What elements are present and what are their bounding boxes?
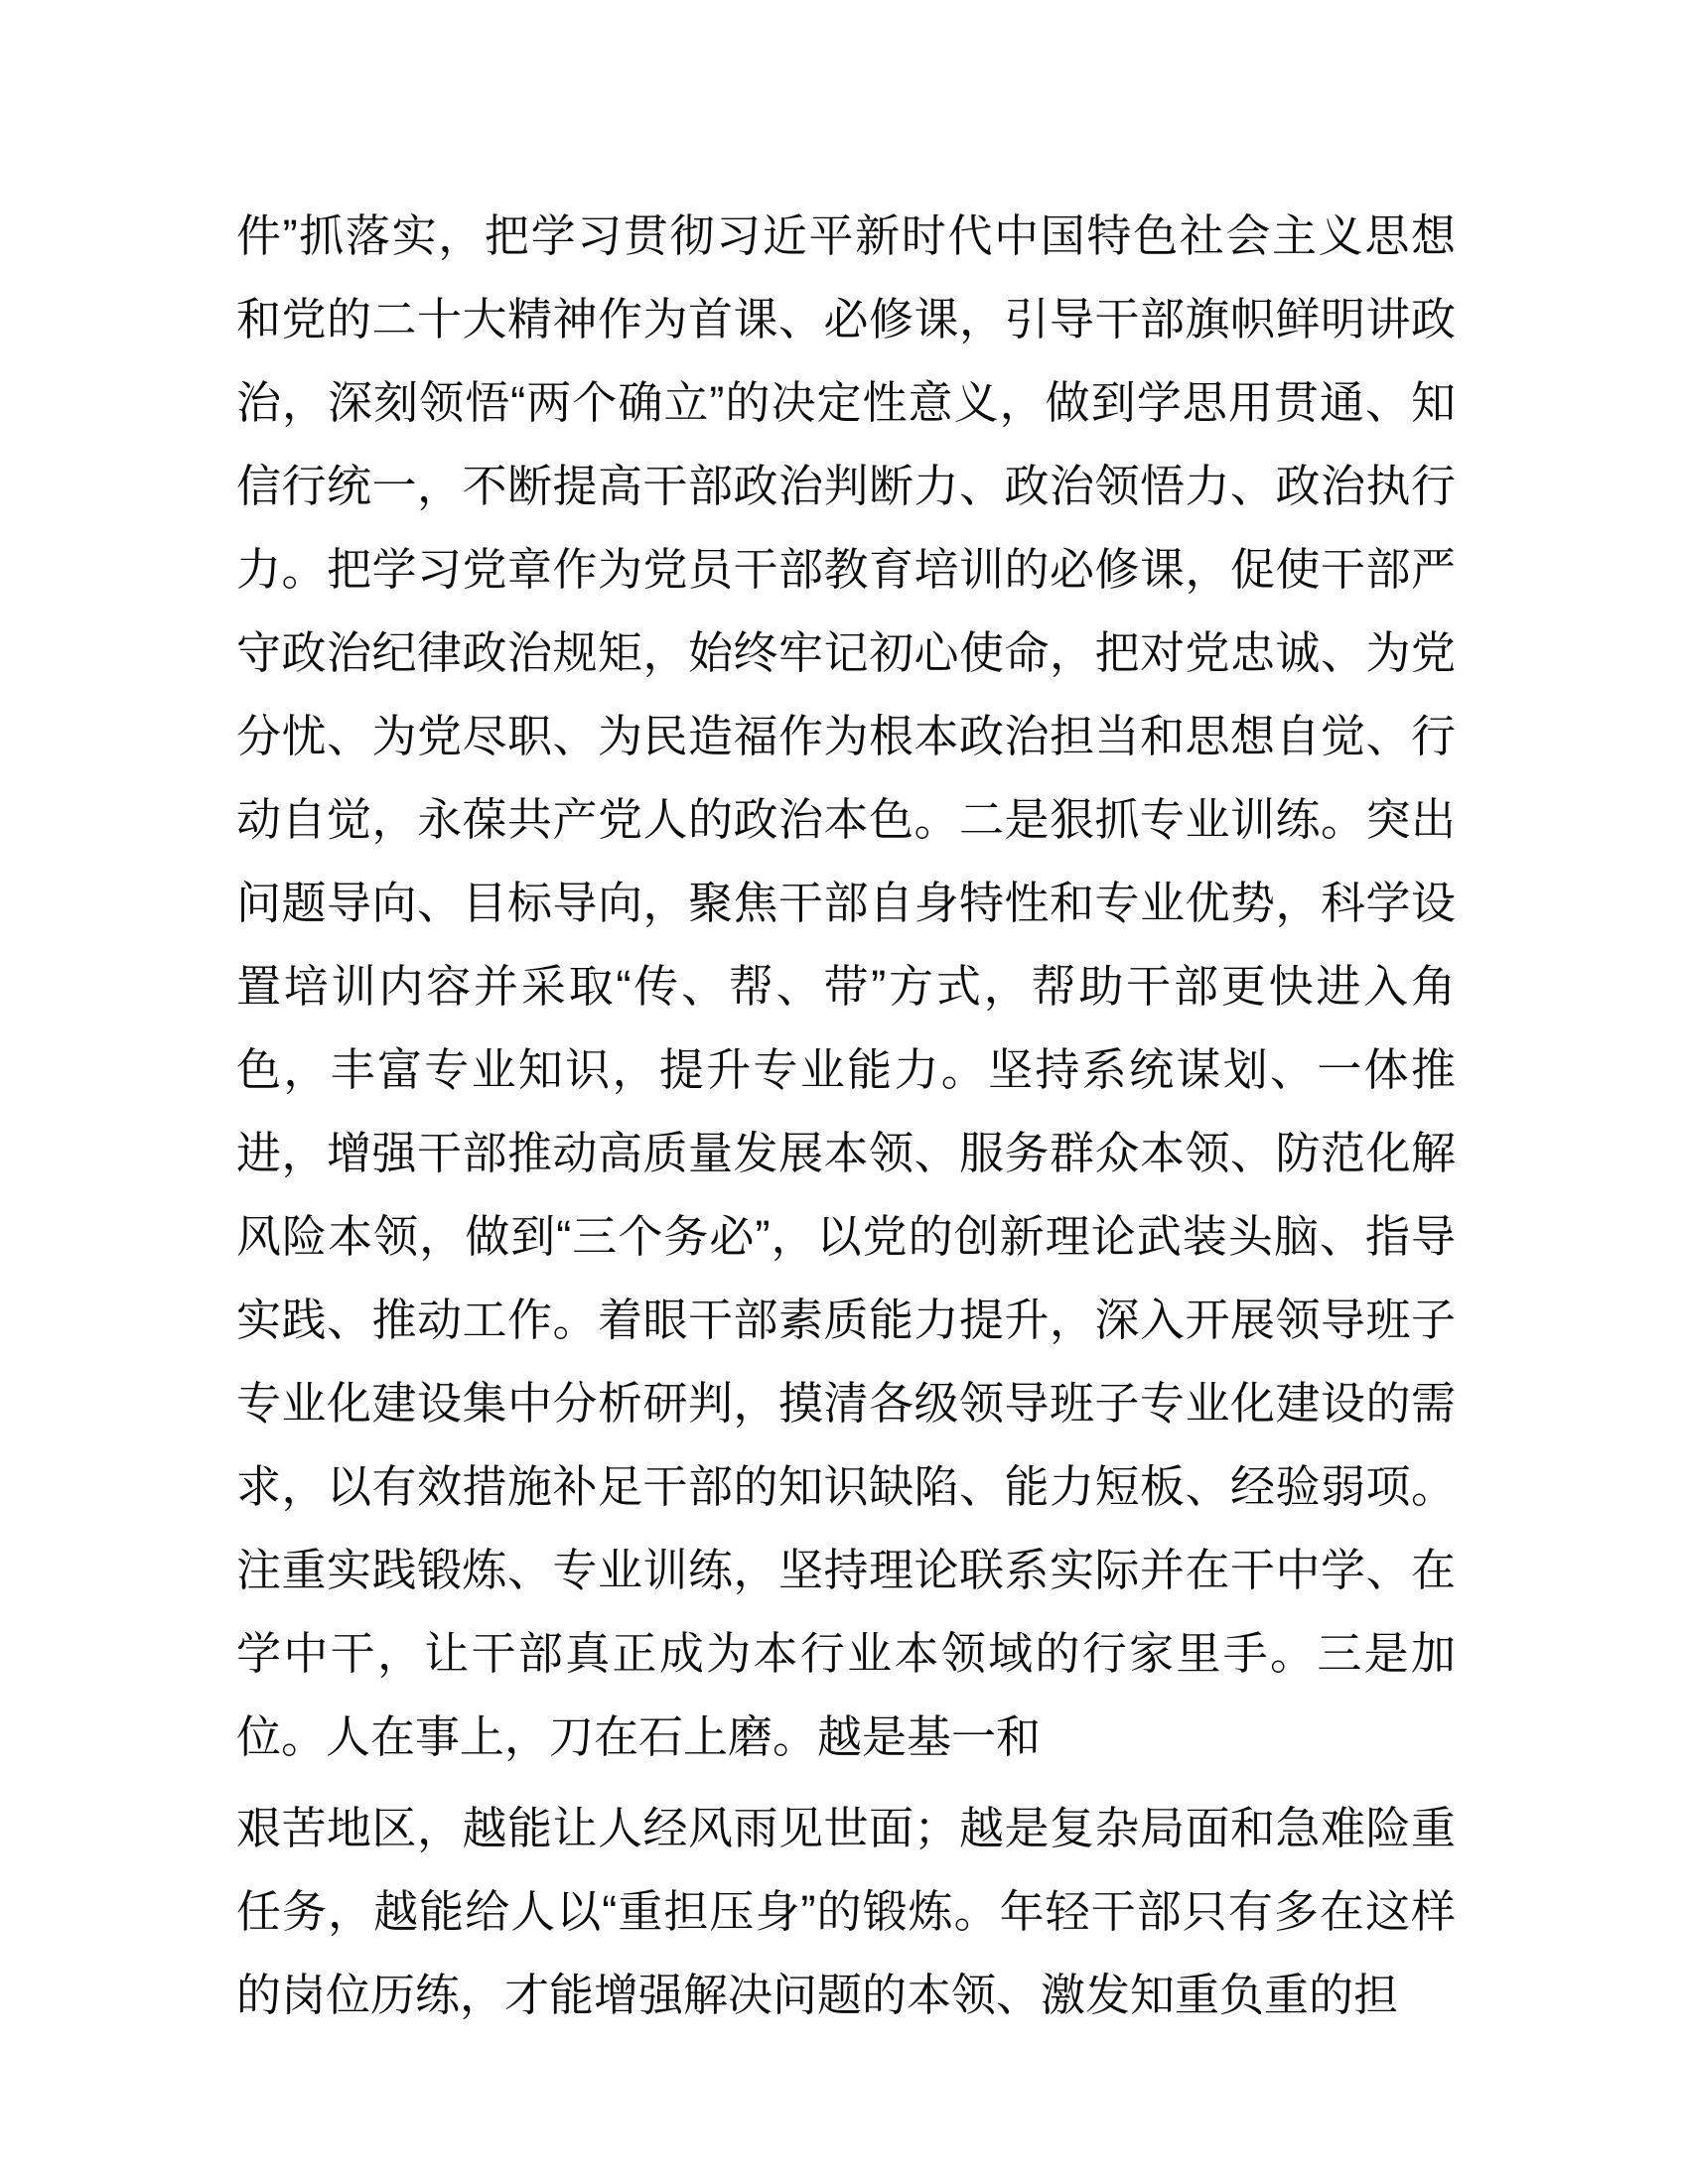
- paragraph-1: 件”抓落实，把学习贯彻习近平新时代中国特色社会主义思想和党的二十大精神作为首课、必修课，引导干部旗帜鲜明讲政治，深刻领悟“两个确立”的决定性意义，做到学思用贯通、知信行统一，不断提高干部政治判断力、政治领悟力、政治执行力。把学习党章作为党员干部教育培训的必修课，促使干部严守政治纪律政治规矩，始终牢记初心使命，把对党忠诚、为党分忧、为党尽职、为民造福作为根本政治担当和思想自觉、行动自觉，永葆共产党人的政治本色。二是狠抓专业训练。突出问题导向、目标导向，聚焦干部自身特性和专业优势，科学设置培训内容并采取“传、帮、带”方式，帮助干部更快进入角色，丰富专业知识，提升专业能力。坚持系统谋划、一体推进，增强干部推动高质量发展本领、服务群众本领、防范化解风险本领，做到“三个务必”，以党的创新理论武装头脑、指导实践、推动工作。着眼干部素质能力提升，深入开展领导班子专业化建设集中分析研判，摸清各级领导班子专业化建设的需求，以有效措施补足干部的知识缺陷、能力短板、经验弱项。注重实践锻炼、专业训练，坚持理论联系实际并在干中学、在学中干，让干部真正成为本行业本领域的行家里手。三是加位。人在事上，刀在石上磨。越是基一和: [236, 210, 1456, 1762]
- paragraph-2: 艰苦地区，越能让人经风雨见世面；越是复杂局面和急难险重任务，越能给人以“重担压身”的锻炼。年轻干部只有多在这样的岗位历练，才能增强解决问题的本领、激发知重负重的担: [236, 1803, 1456, 2020]
- document-text-body: [236, 195, 1456, 2037]
